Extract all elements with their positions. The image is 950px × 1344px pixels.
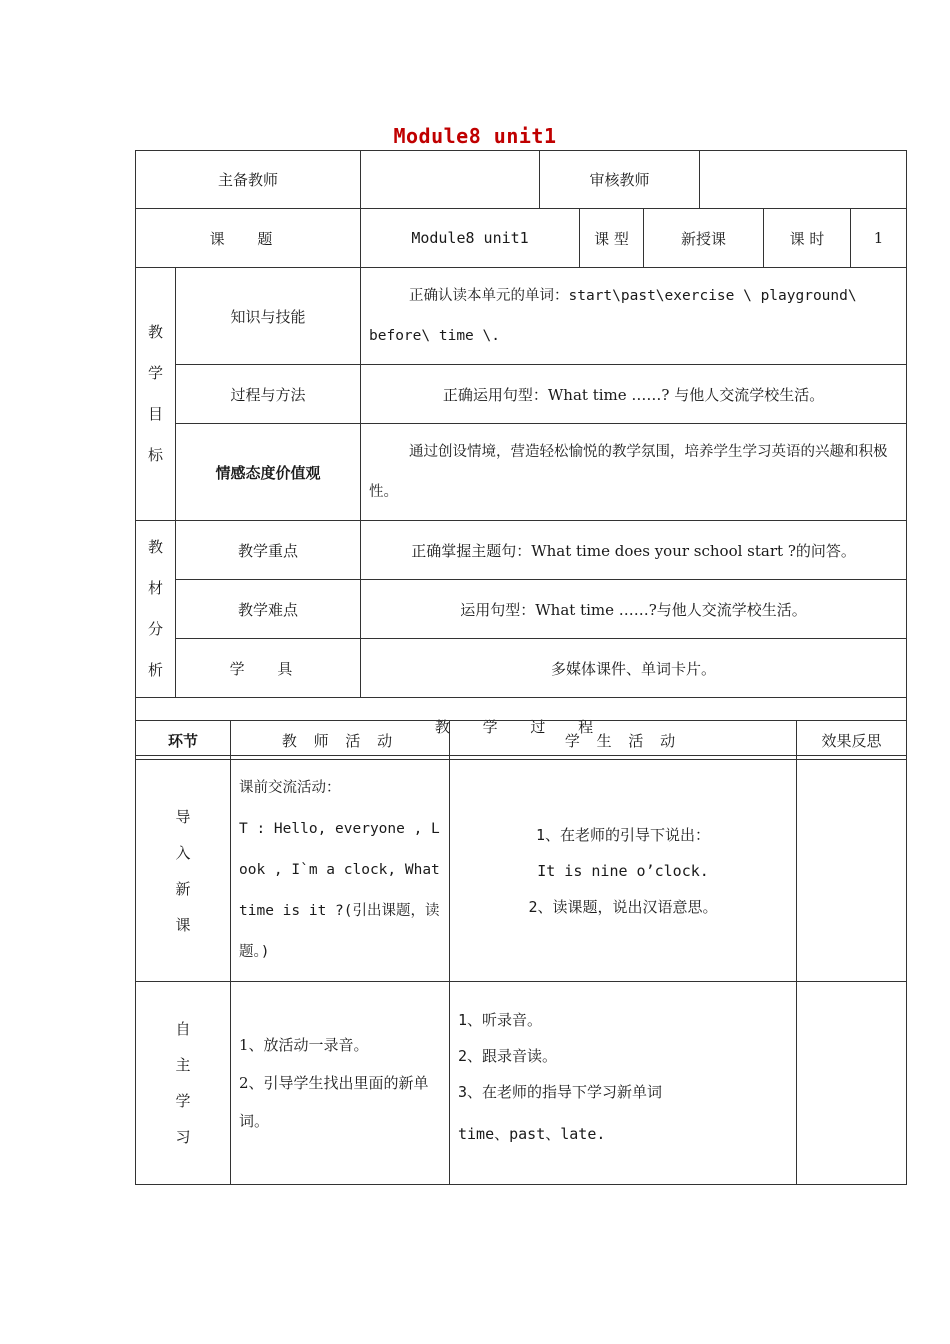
- student-activity-line: It is nine o’clock.: [537, 861, 709, 880]
- teacher-activity-cell: [231, 982, 450, 1185]
- objectives-char: 标: [147, 446, 163, 464]
- difficulty-text: 运用句型：What time ……?与他人交流学校生活。: [361, 580, 907, 639]
- emotion-text: 通过创设情境，营造轻松愉悦的教学氛围，培养学生学习英语的兴趣和积极性。: [361, 424, 907, 521]
- tools-text: 多媒体课件、单词卡片。: [361, 639, 907, 698]
- teacher-activity-cell: [231, 760, 450, 982]
- teacher-activity-line: 课前交流活动：: [239, 780, 341, 796]
- period-label: 课 时: [764, 209, 851, 268]
- table-row: [136, 982, 907, 1185]
- emotion-label: 情感态度价值观: [176, 424, 361, 521]
- focus-label: 教学重点: [176, 521, 361, 580]
- topic-label: 课 题: [136, 209, 361, 268]
- process-label: 过程与方法: [176, 365, 361, 424]
- student-activity-line: time、past、late.: [458, 1125, 606, 1143]
- table-row: [136, 760, 907, 982]
- process-text: 正确运用句型：What time ……? 与他人交流学校生活。: [361, 365, 907, 424]
- stage-char: 入: [175, 843, 191, 862]
- student-activity-line: 3、在老师的指导下学习新单词: [458, 1083, 663, 1101]
- teacher-activity-line: 1、放活动一录音。: [239, 1036, 369, 1054]
- page-title: Module8 unit1: [393, 124, 557, 148]
- objectives-char: 目: [147, 405, 163, 423]
- teacher-activity-line: 2、引导学生找出里面的新单词。: [239, 1074, 429, 1130]
- knowledge-text: 正确认读本单元的单词：start\past\exercise \ playground\ before\ time \.: [361, 268, 907, 365]
- difficulty-label: 教学难点: [176, 580, 361, 639]
- student-activity-line: 2、跟录音读。: [458, 1047, 558, 1065]
- reviewer-value: [700, 151, 907, 209]
- teaching-process-table: [135, 720, 907, 1185]
- period-value: 1: [851, 209, 907, 268]
- student-activity-line: 2、读课题，说出汉语意思。: [528, 897, 718, 916]
- lesson-info-table: [135, 150, 907, 756]
- type-label: 课 型: [580, 209, 644, 268]
- stage-char: 学: [175, 1092, 191, 1110]
- lead-teacher-value: [361, 151, 540, 209]
- student-activity-line: 1、在老师的引导下说出：: [535, 825, 711, 844]
- teacher-activity-line: T : Hello, everyone , Look , I`m a clock, What time is it ?(引出课题，读题。): [239, 821, 440, 960]
- knowledge-label: 知识与技能: [176, 268, 361, 365]
- analysis-char: 分: [147, 620, 163, 638]
- topic-value: Module8 unit1: [361, 209, 580, 268]
- student-activity-cell: [450, 760, 797, 982]
- tools-label: 学 具: [176, 639, 361, 698]
- stage-char: 习: [175, 1128, 191, 1146]
- stage-char: 课: [175, 915, 191, 934]
- reflection-cell: [797, 982, 907, 1185]
- reviewer-label: 审核教师: [540, 151, 700, 209]
- stage-char: 导: [175, 807, 191, 826]
- analysis-group-label: [136, 521, 176, 698]
- student-activity-line: 1、听录音。: [458, 1011, 543, 1029]
- column-header-teacher: 教 师 活 动: [231, 721, 450, 760]
- column-header-student: 学 生 活 动: [450, 721, 797, 760]
- column-header-reflection: 效果反思: [797, 721, 907, 760]
- objectives-char: 学: [147, 364, 163, 382]
- stage-cell: [136, 760, 231, 982]
- reflection-cell: [797, 760, 907, 982]
- objectives-group-label: [136, 268, 176, 521]
- stage-char: 新: [175, 879, 191, 898]
- type-value: 新授课: [644, 209, 764, 268]
- stage-cell: [136, 982, 231, 1185]
- student-activity-cell: [450, 982, 797, 1185]
- focus-text: 正确掌握主题句：What time does your school start ?的问答。: [361, 521, 907, 580]
- lead-teacher-label: 主备教师: [136, 151, 361, 209]
- stage-char: 主: [175, 1056, 191, 1074]
- analysis-char: 析: [147, 661, 163, 679]
- process-heading: 教 学 过 程: [136, 698, 907, 756]
- analysis-char: 材: [147, 579, 163, 597]
- analysis-char: 教: [147, 538, 163, 556]
- objectives-char: 教: [147, 323, 163, 341]
- stage-char: 自: [175, 1020, 191, 1038]
- column-header-stage: 环节: [136, 721, 231, 760]
